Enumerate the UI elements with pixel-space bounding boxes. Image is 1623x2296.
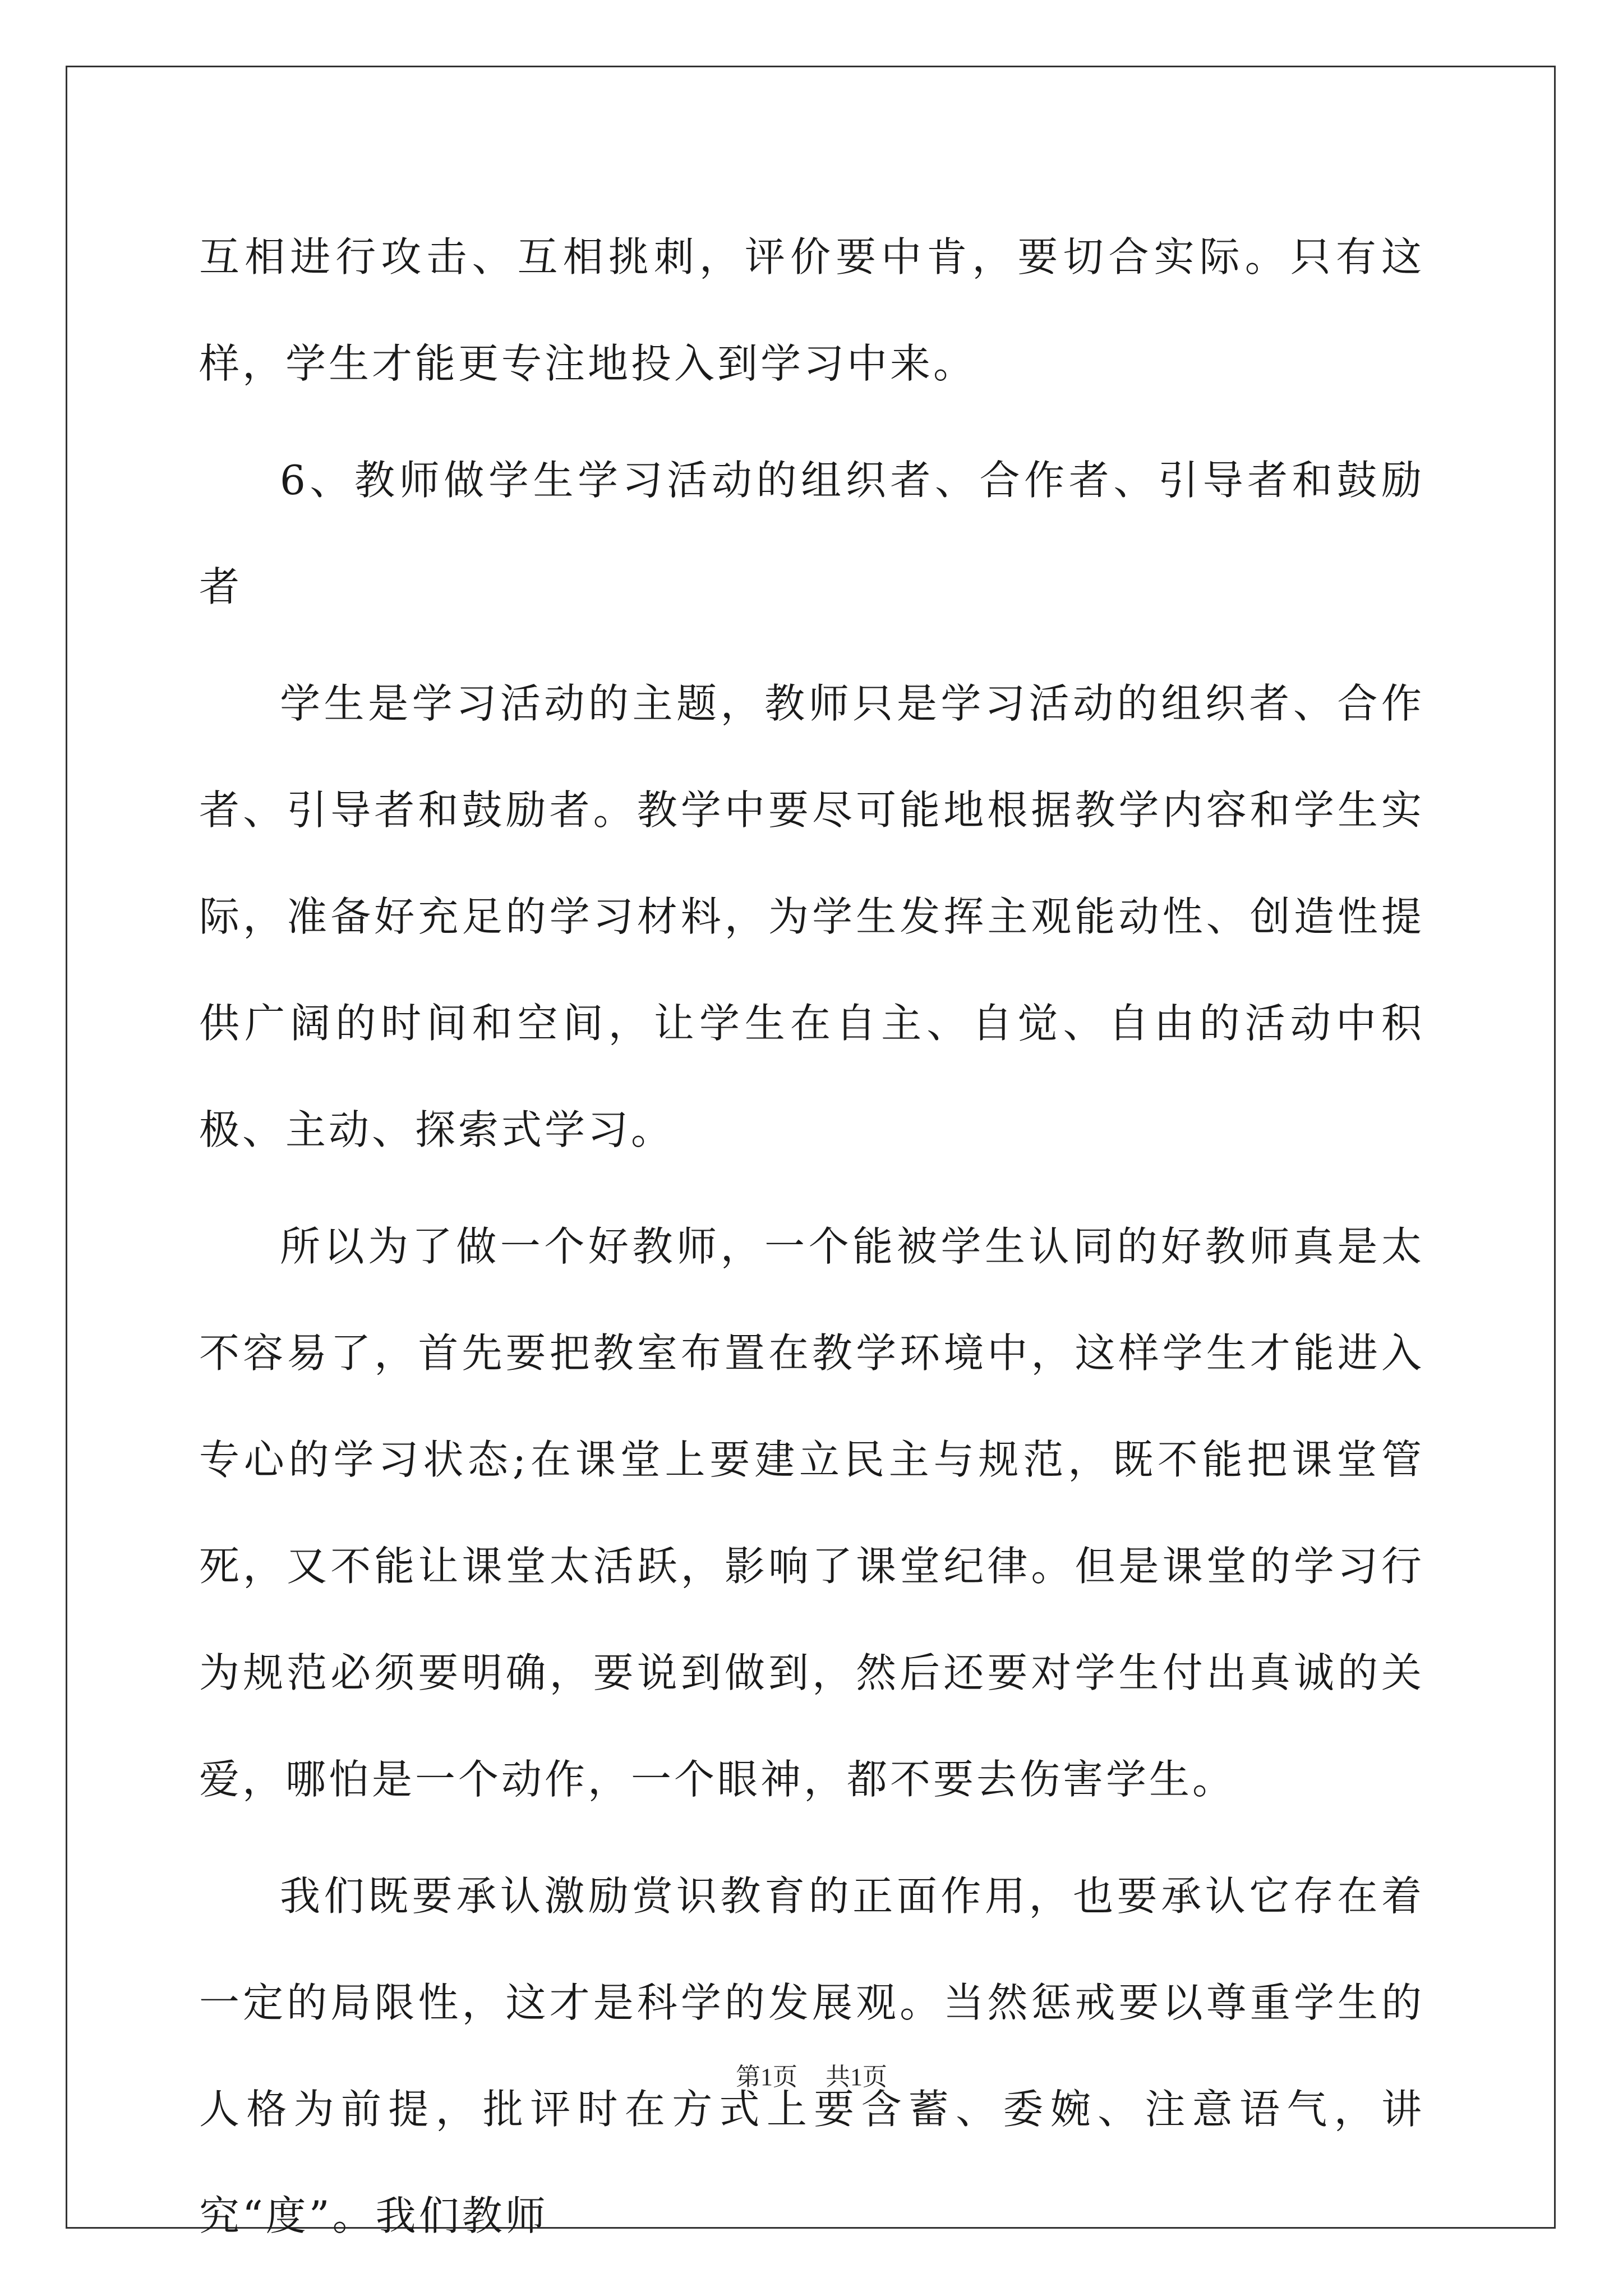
paragraph-1: 互相进行攻击、互相挑刺，评价要中肯，要切合实际。只有这样，学生才能更专注地投入到学习中来。 <box>199 233 1424 387</box>
page-number: 第1页 <box>736 2063 797 2091</box>
document-body <box>199 204 1424 2269</box>
paragraph-4: 我们既要承认激励赏识教育的正面作用，也要承认它存在着一定的局限性，这才是科学的发展观。当然惩戒要以尊重学生的人格为前提，批评时在方式上要含蓄、委婉、注意语气，讲究“度”。我们教师 <box>199 1872 1424 2239</box>
page-footer <box>0 2056 1623 2092</box>
section-heading-6: 6、教师做学生学习活动的组织者、合作者、引导者和鼓励者 <box>199 457 1424 610</box>
paragraph-2: 学生是学习活动的主题，教师只是学习活动的组织者、合作者、引导者和鼓励者。教学中要尽可能地根据教学内容和学生实际，准备好充足的学习材料，为学生发挥主观能动性、创造性提供广阔的时间和空间，让学生在自主、自觉、自由的活动中积极、主动、探索式学习。 <box>199 680 1424 1153</box>
page-total: 共1页 <box>826 2063 887 2091</box>
paragraph-3: 所以为了做一个好教师，一个能被学生认同的好教师真是太不容易了，首先要把教室布置在教学环境中，这样学生才能进入专心的学习状态;在课堂上要建立民主与规范，既不能把课堂管死，又不能让课堂太活跃，影响了课堂纪律。但是课堂的学习行为规范必须要明确，要说到做到，然后还要对学生付出真诚的关爱，哪怕是一个动作，一个眼神，都不要去伤害学生。 <box>199 1223 1424 1803</box>
